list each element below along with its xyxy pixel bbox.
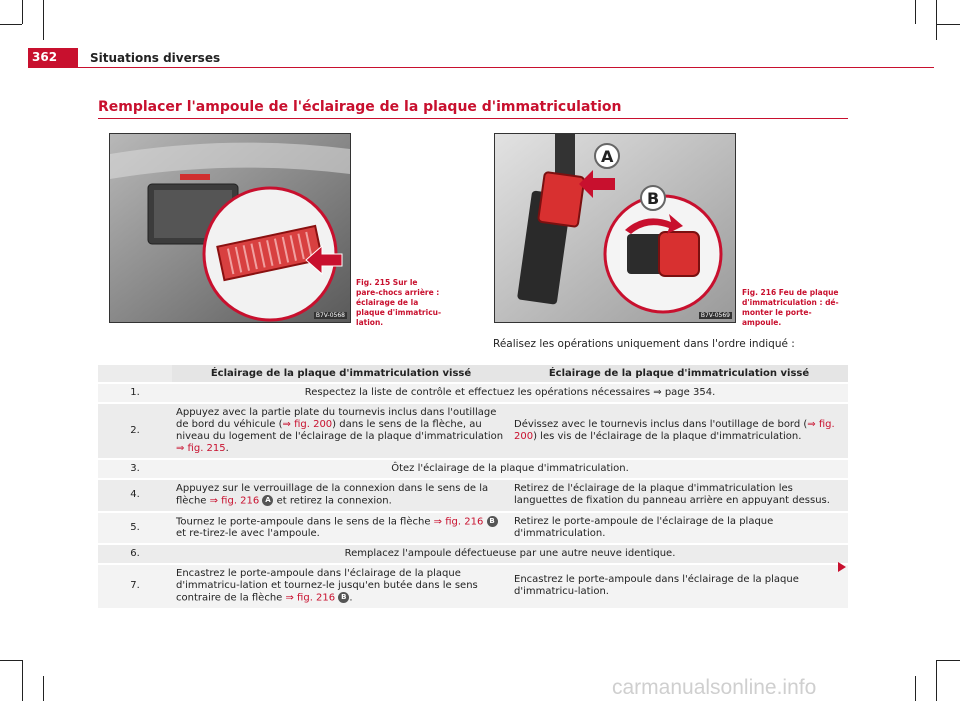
table-row [98,565,848,608]
continue-arrow-icon[interactable] [838,562,846,572]
figure-link[interactable]: ⇒ fig. 216 [285,592,336,604]
step-text-part: Dévissez avec le tournevis inclus dans l'outillage de bord ( [514,419,808,430]
table-row [98,480,848,511]
step-number: 7. [98,565,172,608]
crop-mark [22,0,23,24]
step-number: 4. [98,480,172,511]
table-row [98,404,848,458]
step-number: 6. [98,545,172,563]
step-text-right: Retirez le porte-ampoule de l'éclairage de la plaque d'immatriculation. [510,513,848,544]
step-text-left [172,513,510,544]
crop-mark [0,660,22,661]
step-text-part: ) les vis de l'éclairage de la plaque d'immatriculation. [533,431,802,442]
callout-b-text: B [647,189,660,208]
step-text-part: Appuyez avec la partie plate du tournevis inclus dans l'outillage de bord du véhicule ( [176,407,497,430]
step-text-part: et re-tirez-le avec l'ampoule. [176,528,320,539]
figure-215-image [109,133,351,323]
table-row [98,460,848,478]
table-row [98,545,848,563]
callout-badge: B [338,592,349,603]
crop-mark [43,676,44,701]
figure-link[interactable]: ⇒ fig. 216 [209,495,260,507]
step-text: Remplacez l'ampoule défectueuse par une autre neuve identique. [172,545,848,563]
figure-215-caption: Fig. 215 Sur le pare-chocs arrière : éclairage de la plaque d'immatricu-lation. [356,278,442,327]
figure-216-image [494,133,736,323]
crop-mark [936,660,937,701]
step-text-right: Encastrez le porte-ampoule dans l'éclairage de la plaque d'immatricu-lation. [510,565,848,608]
figure-code: B7V-0568 [315,312,345,319]
section-title: Remplacer l'ampoule de l'éclairage de la plaque d'immatriculation [98,99,622,115]
steps-table [98,363,848,610]
crop-mark [936,0,937,40]
crop-mark [915,676,916,701]
step-text: Ôtez l'éclairage de la plaque d'immatriculation. [172,460,848,478]
chapter-title: Situations diverses [90,51,221,65]
figure-link[interactable]: ⇒ fig. 200 [514,419,835,442]
crop-mark [915,0,916,24]
table-header-empty [98,365,172,382]
step-number: 2. [98,404,172,458]
step-text-part: Tournez le porte-ampoule dans le sens de la flèche [176,516,434,527]
step-text-right: Retirez de l'éclairage de la plaque d'immatriculation les languettes de fixation du panneau arrière en appuyant dessus. [510,480,848,511]
step-text-part: Appuyez sur le verrouillage de la connexion dans le sens de la flèche [176,483,489,507]
step-number: 5. [98,513,172,544]
header-rule [78,67,934,68]
step-number: 3. [98,460,172,478]
step-text-part: Encastrez le porte-ampoule dans l'éclairage de la plaque d'immatricu-lation et tournez-le jusqu'en butée dans le sens contraire de la flèche [176,568,478,604]
crop-mark [0,24,22,25]
step-number: 1. [98,384,172,402]
step-text-part: et retirez la connexion. [273,495,392,507]
page-number: 362 [32,50,58,64]
crop-mark [936,660,960,661]
figure-link[interactable]: ⇒ fig. 216 [433,516,484,527]
crop-mark [22,660,23,701]
step-text-left [172,480,510,511]
callout-badge: A [262,495,273,506]
callout-a-text: A [601,147,614,166]
figure-link[interactable]: ⇒ fig. 215 [176,443,226,454]
table-header-left: Éclairage de la plaque d'immatriculation vissé [172,365,510,382]
step-text-right [510,404,848,458]
step-text-left [172,404,510,458]
table-row [98,513,848,544]
figure-code: B7V-0569 [700,312,730,319]
watermark: carmanualsonline.info [612,676,817,699]
step-text-part: . [349,592,353,604]
intro-text: Réalisez les opérations uniquement dans l'ordre indiqué : [493,338,795,350]
table-row [98,384,848,402]
step-text-part: ) dans le sens de la flèche, au niveau du logement de l'éclairage de la plaque d'immatriculation [176,419,504,442]
figure-216-caption: Fig. 216 Feu de plaque d'immatriculation : dé-monter le porte-ampoule. [742,288,839,327]
crop-mark [43,0,44,40]
step-text-part: . [225,443,229,454]
step-text: Respectez la liste de contrôle et effectuez les opérations nécessaires ⇒ page 354. [172,384,848,402]
table-header-row [98,365,848,382]
section-rule [98,118,848,119]
callout-badge: B [487,516,498,527]
table-header-right: Éclairage de la plaque d'immatriculation vissé [510,365,848,382]
figure-link[interactable]: ⇒ fig. 200 [282,419,333,430]
step-text-left [172,565,510,608]
crop-mark [936,24,960,25]
